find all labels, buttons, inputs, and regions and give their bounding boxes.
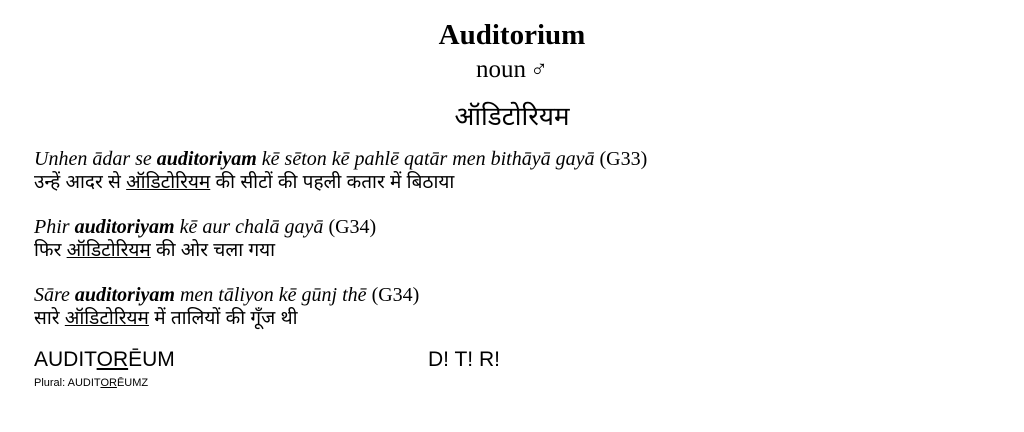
- example-sentence-1: [34, 147, 994, 195]
- transliteration-line: [34, 215, 994, 239]
- part-of-speech: noun: [476, 56, 526, 83]
- plural-stressed-syllable: OR: [100, 377, 117, 389]
- plural-form: [34, 376, 148, 390]
- translit-keyword: auditoriyam: [74, 284, 175, 306]
- translit-prefix: Unhen ādar se: [34, 148, 157, 170]
- hindi-keyword: ऑडिटोरियम: [126, 172, 211, 193]
- hindi-prefix: सारे: [34, 308, 65, 329]
- translit-prefix: Phir: [34, 216, 75, 238]
- example-sentence-2: [34, 215, 994, 263]
- male-gender-icon: ♂: [530, 57, 548, 83]
- transliteration-line: [34, 147, 994, 171]
- hindi-suffix: की ओर चला गया: [150, 240, 276, 261]
- hindi-suffix: की सीटों की पहली कतार में बिठाया: [210, 172, 455, 193]
- hindi-line: [34, 171, 994, 195]
- pronunciation-prefix: AUDIT: [34, 348, 97, 371]
- source-reference: (G34): [366, 284, 420, 306]
- example-sentence-3: [34, 283, 994, 331]
- stress-pattern: D! T! R!: [428, 348, 500, 371]
- headword: Auditorium: [438, 19, 586, 51]
- source-reference: (G34): [323, 216, 377, 238]
- pronunciation-stressed-syllable: OR: [96, 348, 129, 371]
- hindi-line: [34, 239, 994, 263]
- hindi-headword: ऑडिटोरियम: [454, 101, 570, 131]
- translit-prefix: Sāre: [34, 284, 75, 306]
- hindi-prefix: उन्हें आदर से: [34, 172, 127, 193]
- hindi-line: [34, 307, 994, 331]
- hindi-keyword: ऑडिटोरियम: [64, 308, 149, 329]
- plural-label: Plural:: [34, 377, 68, 389]
- hindi-keyword: ऑडिटोरियम: [66, 240, 151, 261]
- translit-suffix: kē sēton kē pahlē qatār men bithāyā gayā: [256, 148, 595, 170]
- source-reference: (G33): [594, 148, 648, 170]
- translit-suffix: kē aur chalā gayā: [174, 216, 324, 238]
- plural-suffix: ĒUMZ: [116, 377, 149, 389]
- translit-keyword: auditoriyam: [74, 216, 175, 238]
- transliteration-line: [34, 283, 994, 307]
- hindi-prefix: फिर: [34, 240, 67, 261]
- translit-suffix: men tāliyon kē gūnj thē: [174, 284, 367, 306]
- hindi-suffix: में तालियों की गूँज थी: [148, 308, 298, 329]
- part-of-speech-line: [0, 55, 1024, 85]
- plural-prefix: AUDIT: [67, 377, 101, 389]
- pronunciation: [34, 347, 175, 373]
- pronunciation-suffix: ĒUM: [128, 348, 175, 371]
- translit-keyword: auditoriyam: [156, 148, 257, 170]
